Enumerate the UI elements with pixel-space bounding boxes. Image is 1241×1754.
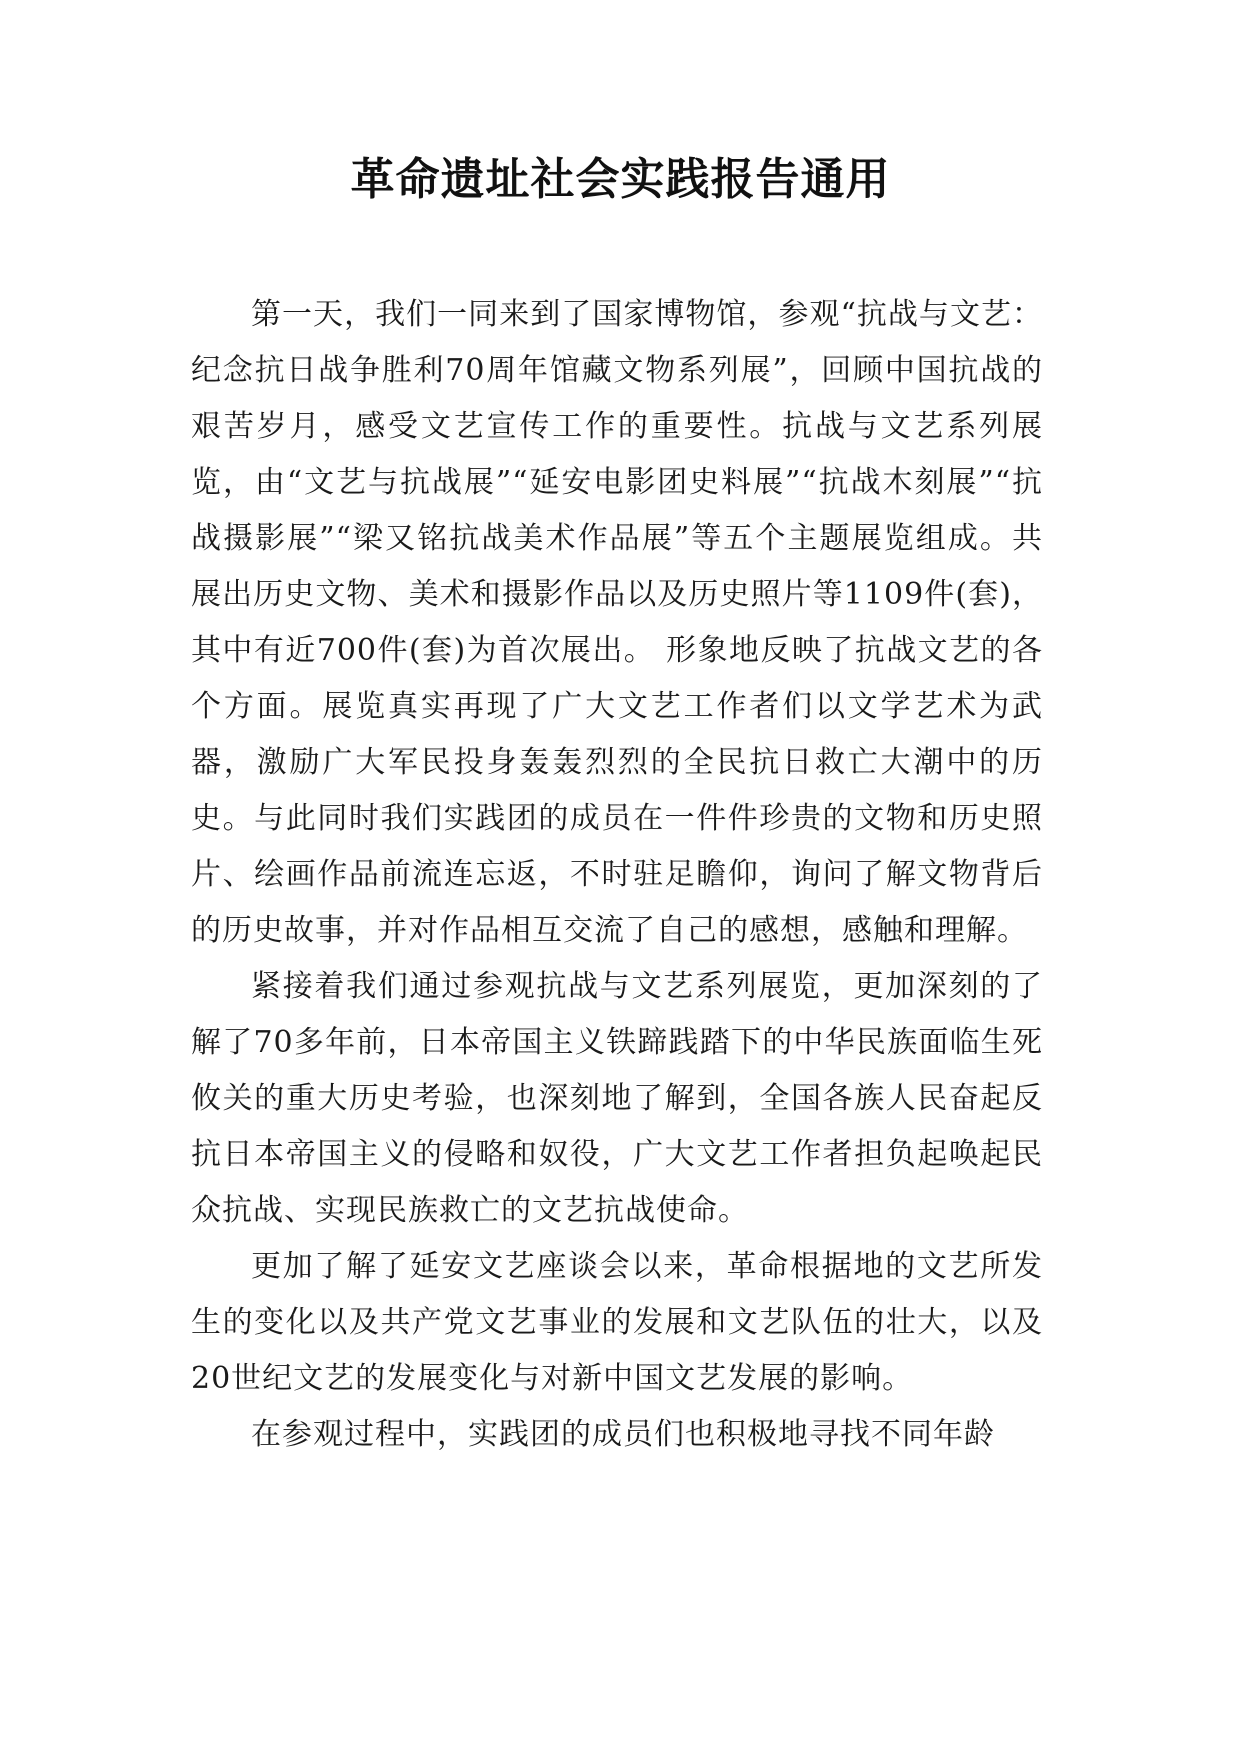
paragraph-1: 第一天，我们一同来到了国家博物馆，参观“抗战与文艺：纪念抗日战争胜利70周年馆藏文物系列展”，回顾中国抗战的艰苦岁月，感受文艺宣传工作的重要性。抗战与文艺系列展览，由“文艺与抗战展”“延安电影团史料展”“抗战木刻展”“抗战摄影展”“梁又铭抗战美术作品展”等五个主题展览组成。共展出历史文物、美术和摄影作品以及历史照片等1109件(套)，其中有近700件(套)为首次展出。 形象地反映了抗战文艺的各个方面。展览真实再现了广大文艺工作者们以文学艺术为武器，激励广大军民投身轰轰烈烈的全民抗日救亡大潮中的历史。与此同时我们实践团的成员在一件件珍贵的文物和历史照片、绘画作品前流连忘返，不时驻足瞻仰，询问了解文物背后的历史故事，并对作品相互交流了自己的感想，感触和理解。	[191, 297, 1043, 948]
document-body	[191, 287, 1043, 1463]
paragraph-2: 紧接着我们通过参观抗战与文艺系列展览，更加深刻的了解了70多年前，日本帝国主义铁蹄践踏下的中华民族面临生死攸关的重大历史考验，也深刻地了解到，全国各族人民奋起反抗日本帝国主义的侵略和奴役，广大文艺工作者担负起唤起民众抗战、实现民族救亡的文艺抗战使命。	[191, 969, 1043, 1228]
paragraph-4: 在参观过程中，实践团的成员们也积极地寻找不同年龄	[251, 1417, 995, 1452]
paragraph-3: 更加了解了延安文艺座谈会以来，革命根据地的文艺所发生的变化以及共产党文艺事业的发展和文艺队伍的壮大，以及20世纪文艺的发展变化与对新中国文艺发展的影响。	[191, 1249, 1043, 1396]
page-title: 革命遗址社会实践报告通用	[350, 154, 891, 205]
